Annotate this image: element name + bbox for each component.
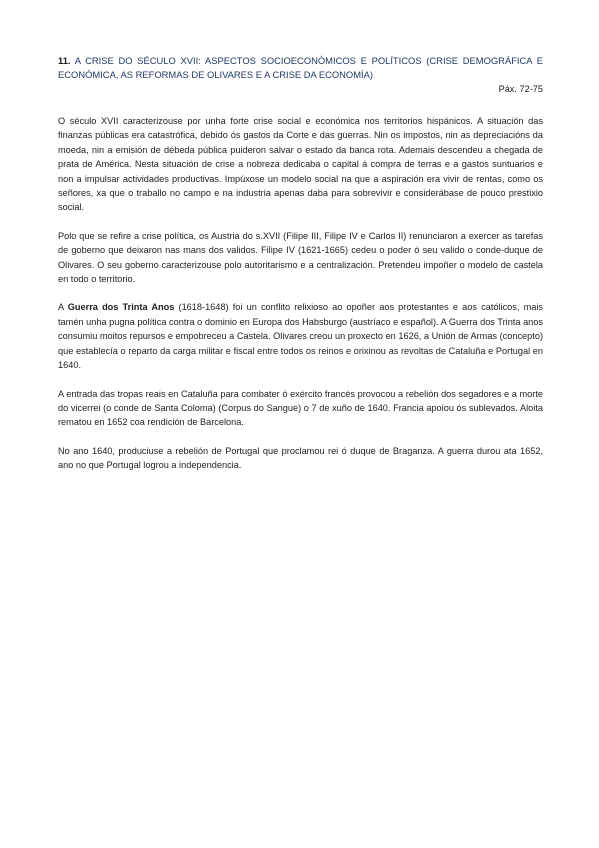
paragraph-economic-crisis: O século XVII caracterizouse por unha forte crise social e económica nos territorios hispánicos. A situación das finanzas públicas era catastrófica, debido ós gastos da Corte e das guerras. Nin os impostos, nin as depreciacións da moeda, nin a emisión de débeda pública puideron salvar o estado da banca rota. Ademais descendeu a chegada de prata de América. Nesta situación de crise a nobreza dedicaba o capital á compra de terras e a gastos suntuarios e non a impulsar actividades productivas. Impúxose un modelo social na que a aspiración era vivir de rentas, como os señores, xa que o traballo no campo e na industria apenas daba para sobrevivir e considerábase de pouco prestixio social. [58,116,543,213]
page-reference: Páx. 72-75 [498,84,543,94]
document-content [58,54,543,473]
paragraph-prefix: A [58,302,68,313]
section-number: 11. [58,55,71,66]
paragraph-political-crisis: Polo que se refire a crise política, os Austria do s.XVII (Filipe III, Filipe IV e Carlos II) renunciaron a exercer as tarefas de goberno que deixaron nas mans dos validos. Filipe IV (1621-1665) cedeu o poder ó seu valido o conde-duque de Olivares. O seu goberno caracterizouse polo autoritarismo e a centralización. Pretendeu impoñer o modelo de castela en todo o territorio. [58,230,543,285]
section-title: A CRISE DO SÉCULO XVII: ASPECTOS SOCIOECONÓMICOS E POLÍTICOS (CRISE DEMOGRÁFICA E ECONÓMICA, AS REFORMAS DE OLIVARES E A CRISE DA ECONOMÍA) [58,55,543,80]
section-heading [58,54,543,81]
paragraph-portugal-revolt: No ano 1640, produciuse a rebelión de Portugal que proclamou rei ó duque de Braganza. A guerra durou ata 1652, ano no que Portugal logrou a independencia. [58,445,543,471]
paragraph-thirty-years-war [58,300,543,372]
paragraph-catalonia-revolt: A entrada das tropas reais en Cataluña para combater ó exército francés provocou a rebelión dos segadores e a morte do vicerrei (o conde de Santa Coloma) (Corpus do Sangue) o 7 de xuño de 1640. Francia apoiou ós sublevados. Aloita rematou en 1652 coa rendición de Barcelona. [58,388,543,428]
bold-term-thirty-years-war: Guerra dos Trinta Anos [67,302,175,313]
paragraph-rest: (1618-1648) foi un conflito relixioso ao opoñer aos protestantes e aos católicos, mais tamén unha pugna política contra o dominio en Europa dos Habsburgo (austríaco e español). A Guerra dos Trinta anos consumiu moitos repursos e empobreceu a Castela. Olivares creou un proxecto en 1626, a Unión de Armas (concepto) que establecía o reparto da carga militar e fiscal entre todos os reinos e orixinou as revoltas de Cataluña e Portugal en 1640. [58,302,543,371]
